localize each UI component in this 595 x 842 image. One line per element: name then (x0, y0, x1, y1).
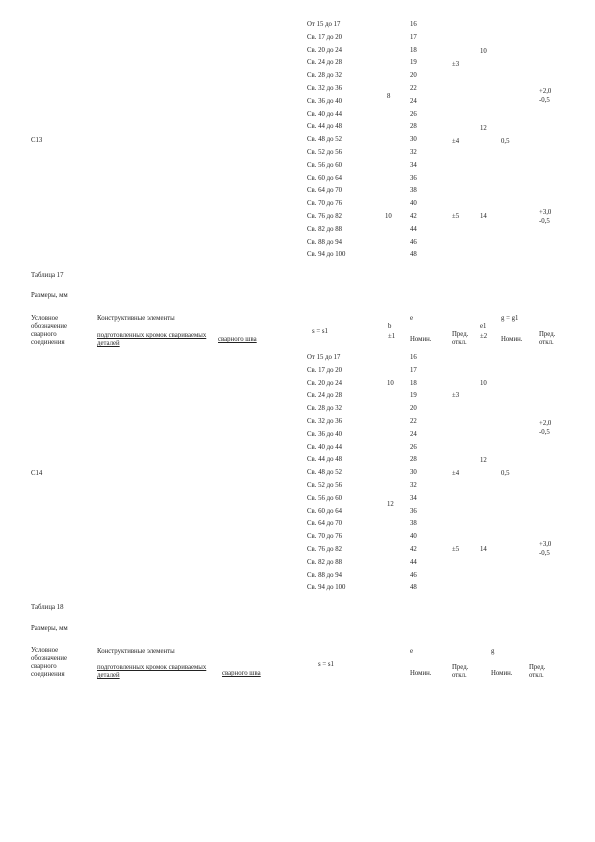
e1-value-b: 12 (480, 125, 487, 132)
e-nominal-cell: 42 (410, 213, 417, 220)
e1-value-a: 10 (480, 380, 487, 387)
joint-code-c13: С13 (31, 137, 43, 144)
g-deviation-2b: -0,5 (539, 550, 550, 557)
header-g-deviation: Пред. откл. (529, 664, 546, 679)
range-cell: Св. 36 до 40 (307, 430, 342, 438)
e-nominal-cell: 19 (410, 392, 417, 400)
e-nominal-cell: 22 (410, 85, 417, 92)
e1-value-c: 14 (480, 546, 487, 553)
range-cell: Св. 82 до 88 (307, 558, 342, 566)
header-elements: Конструктивные элементы (97, 648, 175, 655)
e-nominal-cell: 26 (410, 110, 417, 118)
range-cell: Св. 44 до 48 (307, 456, 342, 464)
e-tolerance-c: ±5 (452, 546, 460, 553)
header-e: e (410, 648, 414, 655)
e1-value-c: 14 (480, 213, 487, 220)
e-nominal-cell: 22 (410, 418, 417, 425)
header-prepared-edges: подготовленных кромок свариваемых деталей (97, 664, 207, 679)
header-g-deviation: Пред. откл. (539, 331, 556, 346)
range-cell: Св. 32 до 36 (307, 418, 342, 425)
range-cell: От 15 до 17 (307, 354, 341, 361)
range-cell: Св. 52 до 56 (307, 482, 342, 489)
range-cell: Св. 28 до 32 (307, 72, 342, 80)
e-nominal-cell: 40 (410, 200, 417, 208)
g-deviation-1b: -0,5 (539, 429, 550, 436)
b-value-lower: 12 (387, 501, 394, 508)
g-nominal: 0,5 (501, 470, 510, 477)
range-cell: Св. 24 до 28 (307, 59, 342, 67)
e-nominal-cell: 48 (410, 251, 417, 259)
e-nominal-cell: 38 (410, 520, 417, 528)
range-cell: Св. 24 до 28 (307, 392, 342, 400)
header-designation: Условное обозначение сварного соединения (31, 315, 68, 346)
e-nominal-cell: 30 (410, 469, 417, 477)
range-cell: Св. 44 до 48 (307, 123, 342, 131)
header-e: e (410, 315, 414, 322)
range-cell: От 15 до 17 (307, 21, 341, 28)
e-nominal-cell: 24 (410, 430, 417, 438)
e-nominal-cell: 18 (410, 379, 417, 387)
e-nominal-cell: 18 (410, 46, 417, 54)
e-nominal-cell: 38 (410, 187, 417, 195)
header-e-deviation: Пред. откл. (452, 331, 469, 346)
range-cell: Св. 76 до 82 (307, 546, 342, 553)
range-cell: Св. 52 до 56 (307, 149, 342, 156)
header-g: g = g1 (501, 315, 519, 322)
b-value-lower: 10 (385, 213, 392, 220)
g-deviation-1a: +2,0 (539, 420, 552, 427)
e-nominal-cell: 42 (410, 546, 417, 553)
table-17-caption: Таблица 17 (31, 272, 64, 279)
g-nominal: 0,5 (501, 138, 510, 145)
e-nominal-cell: 20 (410, 72, 417, 80)
range-cell: Св. 17 до 20 (307, 366, 342, 374)
e-tolerance-a: ±3 (452, 392, 460, 399)
range-cell: Св. 40 до 44 (307, 443, 342, 451)
header-e-nominal: Номин. (410, 670, 432, 677)
header-g: g (491, 648, 495, 655)
header-s: s = s1 (318, 661, 334, 668)
e-nominal-cell: 44 (410, 225, 417, 233)
range-cell: Св. 82 до 88 (307, 225, 342, 233)
range-cell: Св. 20 до 24 (307, 46, 342, 54)
table-18-caption: Таблица 18 (31, 604, 64, 611)
g-deviation-2b: -0,5 (539, 218, 550, 225)
g-deviation-1b: -0,5 (539, 97, 550, 104)
header-elements: Конструктивные элементы (97, 315, 175, 322)
table-17-units: Размеры, мм (31, 292, 68, 299)
range-cell: Св. 48 до 52 (307, 136, 342, 144)
range-cell: Св. 70 до 76 (307, 533, 342, 541)
range-cell: Св. 36 до 40 (307, 97, 342, 105)
header-b-tolerance: ±1 (388, 333, 396, 340)
header-e-nominal: Номин. (410, 336, 432, 343)
e-nominal-cell: 17 (410, 366, 417, 374)
e1-value-a: 10 (480, 48, 487, 55)
joint-code-c14: С14 (31, 470, 43, 477)
e-nominal-cell: 19 (410, 59, 417, 67)
g-deviation-1a: +2,0 (539, 88, 552, 95)
header-g-nominal: Номин. (491, 670, 513, 677)
e-nominal-cell: 34 (410, 161, 417, 169)
range-cell: Св. 64 до 70 (307, 520, 342, 528)
range-cell: Св. 28 до 32 (307, 405, 342, 413)
table-18-units: Размеры, мм (31, 625, 68, 632)
e-nominal-cell: 17 (410, 33, 417, 41)
range-cell: Св. 88 до 94 (307, 571, 342, 579)
e-nominal-cell: 24 (410, 97, 417, 105)
e-tolerance-b: ±4 (452, 138, 460, 145)
e-nominal-cell: 46 (410, 571, 417, 579)
e-nominal-cell: 30 (410, 136, 417, 144)
b-value-upper: 10 (387, 380, 394, 387)
range-cell: Св. 56 до 60 (307, 161, 342, 169)
range-cell: Св. 48 до 52 (307, 469, 342, 477)
range-cell: Св. 40 до 44 (307, 110, 342, 118)
e-nominal-cell: 28 (410, 456, 417, 464)
e-tolerance-c: ±5 (452, 213, 460, 220)
b-value-upper: 8 (387, 93, 391, 100)
range-cell: Св. 17 до 20 (307, 33, 342, 41)
range-cell: Св. 20 до 24 (307, 379, 342, 387)
header-e1-tolerance: ±2 (480, 333, 488, 340)
e-nominal-cell: 44 (410, 558, 417, 566)
range-cell: Св. 60 до 64 (307, 174, 342, 182)
header-e-deviation: Пред. откл. (452, 664, 469, 679)
header-weld-seam: сварного шва (222, 670, 261, 677)
range-cell: Св. 76 до 82 (307, 213, 342, 220)
range-cell: Св. 64 до 70 (307, 187, 342, 195)
e-tolerance-b: ±4 (452, 470, 460, 477)
e-nominal-cell: 40 (410, 533, 417, 541)
header-s: s = s1 (312, 328, 328, 335)
range-cell: Св. 32 до 36 (307, 85, 342, 92)
e-nominal-cell: 48 (410, 584, 417, 592)
e-nominal-cell: 36 (410, 507, 417, 515)
e-nominal-cell: 16 (410, 354, 417, 361)
g-deviation-2a: +3,0 (539, 541, 552, 548)
e-nominal-cell: 16 (410, 21, 417, 28)
header-b: b (388, 323, 392, 330)
e-nominal-cell: 20 (410, 405, 417, 413)
range-cell: Св. 60 до 64 (307, 507, 342, 515)
e-nominal-cell: 36 (410, 174, 417, 182)
header-g-nominal: Номин. (501, 336, 523, 343)
header-weld-seam: сварного шва (218, 336, 257, 343)
e-nominal-cell: 26 (410, 443, 417, 451)
range-cell: Св. 94 до 100 (307, 584, 346, 592)
range-cell: Св. 56 до 60 (307, 494, 342, 502)
range-cell: Св. 94 до 100 (307, 251, 346, 259)
e-nominal-cell: 46 (410, 238, 417, 246)
e-nominal-cell: 32 (410, 482, 417, 489)
header-e1: e1 (480, 323, 487, 330)
g-deviation-2a: +3,0 (539, 209, 552, 216)
e1-value-b: 12 (480, 457, 487, 464)
header-designation: Условное обозначение сварного соединения (31, 647, 68, 678)
e-nominal-cell: 34 (410, 494, 417, 502)
range-cell: Св. 70 до 76 (307, 200, 342, 208)
header-prepared-edges: подготовленных кромок свариваемых деталей (97, 332, 207, 347)
e-tolerance-a: ±3 (452, 61, 460, 68)
range-cell: Св. 88 до 94 (307, 238, 342, 246)
e-nominal-cell: 28 (410, 123, 417, 131)
e-nominal-cell: 32 (410, 149, 417, 156)
